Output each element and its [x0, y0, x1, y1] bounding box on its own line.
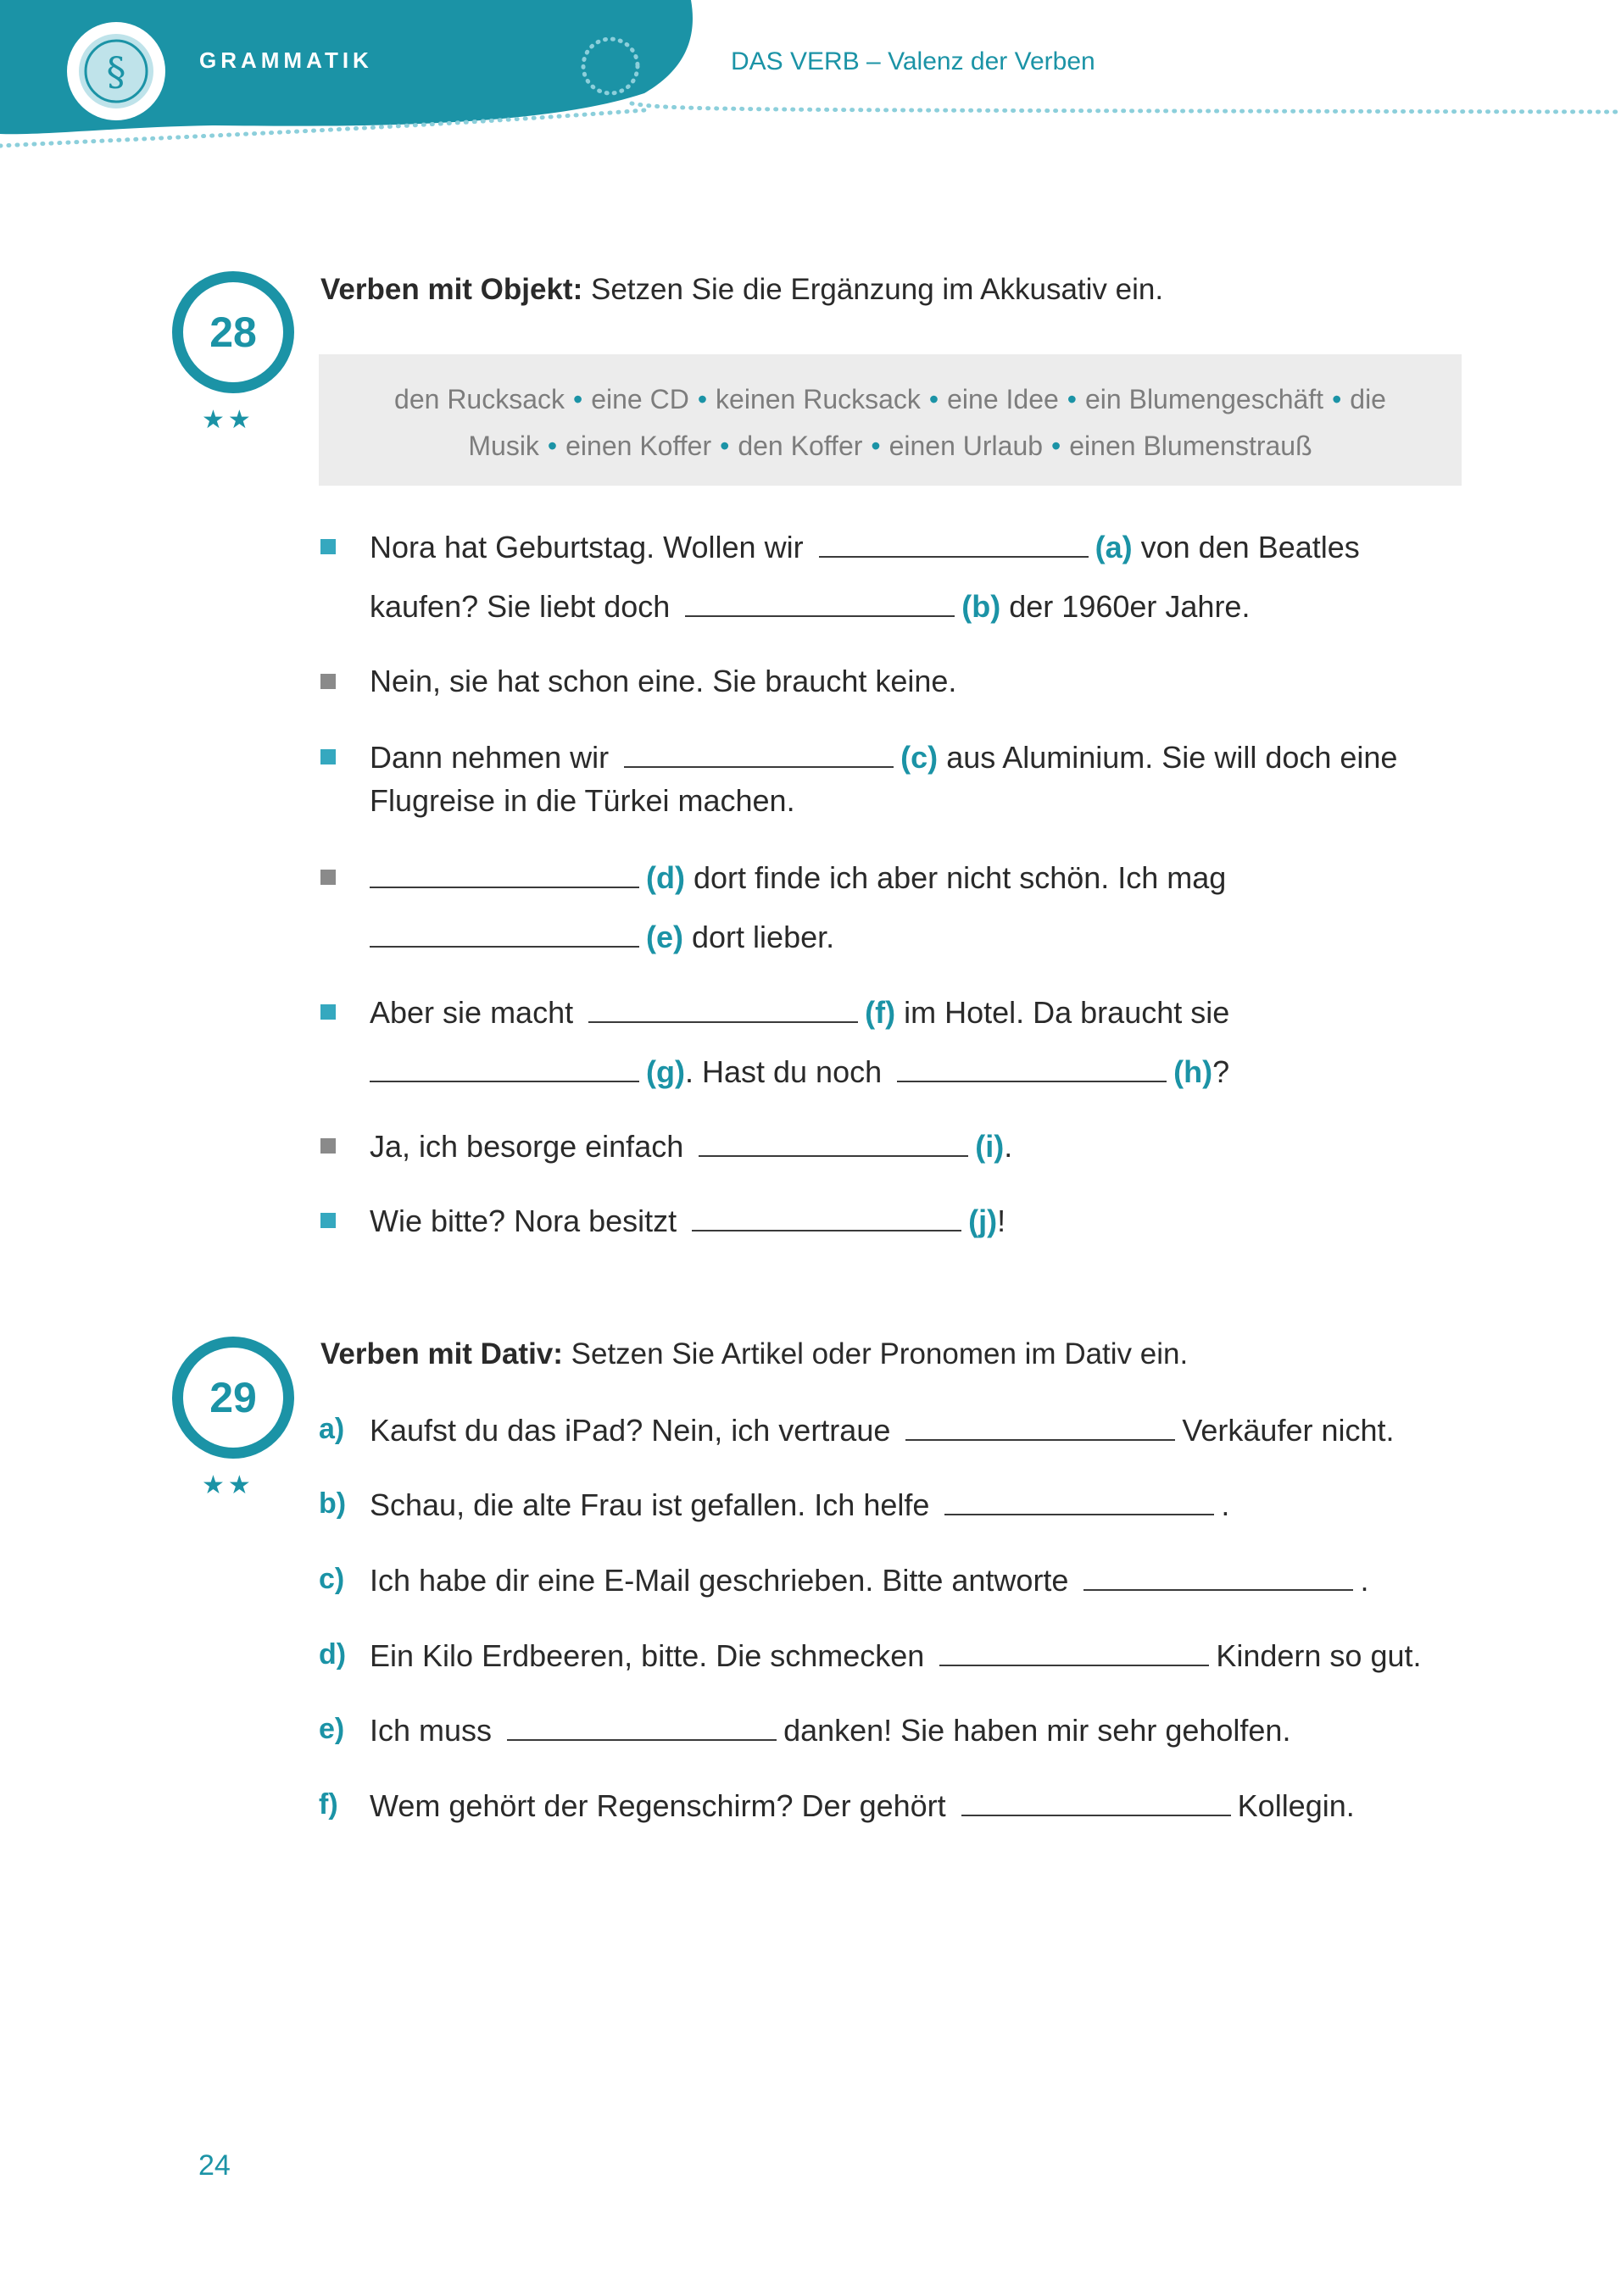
answer-blank[interactable]: [1083, 1562, 1353, 1591]
answer-blank-e[interactable]: [370, 919, 639, 948]
page-number: 24: [198, 2149, 231, 2182]
speaker-b-marker: [320, 1138, 336, 1154]
dialogue-line: Ja, ich besorge einfach (i).: [370, 1129, 1013, 1164]
dialogue-line: Aber sie macht (f) im Hotel. Da braucht sie: [370, 995, 1230, 1030]
answer-blank-i[interactable]: [699, 1128, 968, 1157]
word-bank-row-2: Musik • einen Koffer • den Koffer • einen Urlaub • einen Blumenstrauß: [468, 431, 1312, 461]
dialogue-line: Nein, sie hat schon eine. Sie braucht keine.: [370, 664, 957, 698]
dialogue-line: (d) dort finde ich aber nicht schön. Ich mag: [370, 859, 1226, 896]
answer-blank[interactable]: [961, 1787, 1231, 1816]
answer-blank-f[interactable]: [588, 994, 858, 1023]
speaker-a-marker: [320, 749, 336, 764]
answer-blank[interactable]: [939, 1637, 1209, 1666]
speaker-b-marker: [320, 674, 336, 689]
answer-blank[interactable]: [507, 1712, 777, 1741]
item-letter: b): [319, 1487, 347, 1520]
exercise-item: Ich habe dir eine E-Mail geschrieben. Bitte antworte .: [370, 1563, 1369, 1598]
dialogue-line: Dann nehmen wir (c) aus Aluminium. Sie will doch eine: [370, 740, 1398, 775]
exercise-item: Wem gehört der Regenschirm? Der gehört Kollegin.: [370, 1788, 1355, 1823]
answer-blank-h[interactable]: [897, 1053, 1167, 1082]
exercise-28-title: Verben mit Objekt: Setzen Sie die Ergänzung im Akkusativ ein.: [320, 273, 1164, 306]
speaker-a-marker: [320, 539, 336, 554]
word-bank-row-1: den Rucksack • eine CD • keinen Rucksack • eine Idee • ein Blumengeschäft • die: [394, 384, 1386, 414]
speaker-a-marker: [320, 1213, 336, 1228]
dialogue-line: (g). Hast du noch (h)?: [370, 1053, 1229, 1090]
dialogue-line: Flugreise in die Türkei machen.: [370, 783, 795, 818]
exercise-number: 29: [209, 1374, 257, 1421]
section-label: GRAMMATIK: [199, 47, 373, 73]
dialogue-line: Nora hat Geburtstag. Wollen wir (a) von den Beatles: [370, 530, 1360, 564]
exercise-item: Ich muss danken! Sie haben mir sehr geholfen.: [370, 1713, 1291, 1748]
exercise-item: Kaufst du das iPad? Nein, ich vertraue Verkäufer nicht.: [370, 1413, 1395, 1448]
answer-blank-d[interactable]: [370, 859, 639, 888]
exercise-29-badge: [172, 1337, 294, 1459]
page-topic: DAS VERB – Valenz der Verben: [731, 47, 1095, 75]
difficulty-stars: ★★: [202, 1471, 254, 1499]
answer-blank-b[interactable]: [685, 588, 955, 617]
speaker-a-marker: [320, 1004, 336, 1020]
header-banner: [0, 0, 1621, 161]
exercise-number: 28: [209, 309, 257, 356]
item-letter: e): [319, 1713, 345, 1745]
item-letter: f): [319, 1788, 338, 1821]
dialogue-line: (e) dort lieber.: [370, 919, 834, 955]
answer-blank-j[interactable]: [692, 1203, 961, 1231]
speaker-b-marker: [320, 870, 336, 885]
item-letter: a): [319, 1413, 345, 1445]
item-letter: d): [319, 1638, 347, 1671]
item-letter: c): [319, 1563, 345, 1595]
answer-blank[interactable]: [944, 1487, 1214, 1515]
dialogue-line: Wie bitte? Nora besitzt (j)!: [370, 1204, 1006, 1238]
exercise-28-badge: [172, 271, 294, 393]
word-bank: [319, 354, 1462, 486]
answer-blank-a[interactable]: [819, 529, 1089, 558]
answer-blank[interactable]: [905, 1412, 1175, 1441]
exercise-29-title: Verben mit Dativ: Setzen Sie Artikel oder Pronomen im Dativ ein.: [320, 1337, 1189, 1370]
answer-blank-c[interactable]: [624, 739, 894, 768]
dialogue-line: kaufen? Sie liebt doch (b) der 1960er Jahre.: [370, 589, 1251, 624]
difficulty-stars: ★★: [202, 406, 254, 434]
exercise-item: Ein Kilo Erdbeeren, bitte. Die schmecken Kindern so gut.: [370, 1638, 1422, 1673]
answer-blank-g[interactable]: [370, 1053, 639, 1082]
exercise-item: Schau, die alte Frau ist gefallen. Ich helfe .: [370, 1487, 1230, 1522]
paragraph-icon: §: [106, 48, 126, 94]
